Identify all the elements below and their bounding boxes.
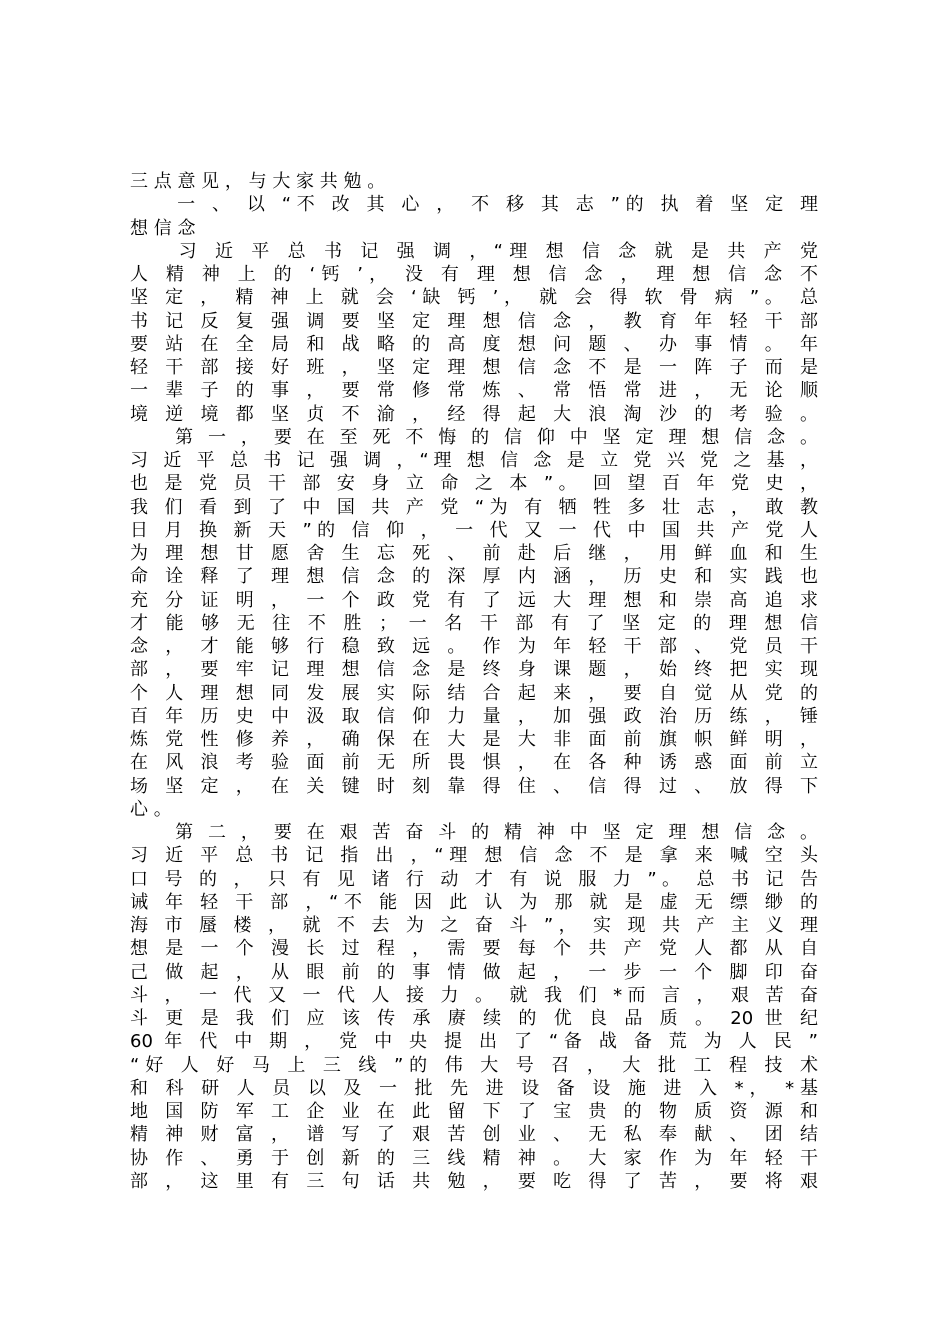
- text-line: “好 人 好 马 上 三 线 ”的 伟 大 号 召 ， 大 批 工 程 技 术: [130, 1054, 818, 1076]
- text-line: 诫 年 轻 干 部 ，“不 能 因 此 认 为 那 就 是 虚 无 缥 缈 的: [130, 891, 818, 913]
- text-line: 书 记 反 复 强 调 要 坚 定 理 想 信 念 ， 教 育 年 轻 干 部: [130, 310, 818, 332]
- text-line: 场 坚 定 ， 在 关 键 时 刻 靠 得 住 、 信 得 过 、 放 得 下: [130, 775, 818, 797]
- text-line: 和 科 研 人 员 以 及 一 批 先 进 设 备 设 施 进 入 *， *基: [130, 1077, 818, 1099]
- document-body: [130, 170, 818, 1193]
- text-line: 己 做 起 ， 从 眼 前 的 事 情 做 起 ， 一 步 一 个 脚 印 奋: [130, 961, 818, 983]
- subsection-heading: 第 二 ， 要 在 艰 苦 奋 斗 的 精 神 中 坚 定 理 想 信 念 。: [130, 822, 818, 843]
- text-line: 精 神 财 富 ， 谱 写 了 艰 苦 创 业 、 无 私 奉 献 、 团 结: [130, 1124, 818, 1146]
- text-line: 心 。: [130, 798, 172, 820]
- text-line: 部 ， 要 牢 记 理 想 信 念 是 终 身 课 题 ， 始 终 把 实 现: [130, 659, 818, 681]
- text-line: 习 近 平 总 书 记 强 调 ，“理 想 信 念 是 立 党 兴 党 之 基 ，: [130, 450, 818, 471]
- text-line: 炼 党 性 修 养 ， 确 保 在 大 是 大 非 面 前 旗 帜 鲜 明 ，: [130, 729, 818, 750]
- text-line: 地 国 防 军 工 企 业 在 此 留 下 了 宝 贵 的 物 质 资 源 和: [130, 1101, 818, 1122]
- text-line: 斗 ， 一 代 又 一 代 人 接 力 。 就 我 们 *而 言 ， 艰 苦 奋: [130, 984, 818, 1006]
- text-line: 也 是 党 员 干 部 安 身 立 命 之 本 ”。 回 望 百 年 党 史 ，: [130, 473, 818, 495]
- text-line: 在 风 浪 考 验 面 前 无 所 畏 惧 ， 在 各 种 诱 惑 面 前 立: [130, 752, 818, 774]
- text-line: 命 诠 释 了 理 想 信 念 的 深 厚 内 涵 ， 历 史 和 实 践 也: [130, 566, 818, 588]
- text-line: 坚 定 ， 精 神 上 就 会 ‘缺 钙 ’， 就 会 得 软 骨 病 ”。 总: [130, 287, 818, 309]
- text-line: 部 ， 这 里 有 三 句 话 共 勉 ， 要 吃 得 了 苦 ， 要 将 艰: [130, 1170, 818, 1192]
- text-line: 轻 干 部 接 好 班 ， 坚 定 理 想 信 念 不 是 一 阵 子 而 是: [130, 357, 818, 378]
- text-line: 人 精 神 上 的 ‘钙 ’， 没 有 理 想 信 念 ， 理 想 信 念 不: [130, 264, 818, 285]
- text-line: 充 分 证 明 ， 一 个 政 党 有 了 远 大 理 想 和 崇 高 追 求: [130, 589, 818, 611]
- text-line: 日 月 换 新 天 ”的 信 仰 ， 一 代 又 一 代 中 国 共 产 党 人: [130, 519, 818, 541]
- text-line: 想 是 一 个 漫 长 过 程 ， 需 要 每 个 共 产 党 人 都 从 自: [130, 938, 818, 960]
- text-line: 百 年 历 史 中 汲 取 信 仰 力 量 ， 加 强 政 治 历 练 ， 锤: [130, 705, 818, 727]
- text-line: 境 逆 境 都 坚 贞 不 渝 ， 经 得 起 大 浪 淘 沙 的 考 验 。: [130, 403, 818, 425]
- text-line: 三 点 意 见 ， 与 大 家 共 勉 。: [130, 171, 386, 192]
- text-line: 个 人 理 想 同 发 展 实 际 结 合 起 来 ， 要 自 觉 从 党 的: [130, 682, 818, 704]
- text-line: 60 年 代 中 期 ， 党 中 央 提 出 了 “备 战 备 荒 为 人 民 ”: [130, 1031, 818, 1053]
- subsection-heading: 第 一 ， 要 在 至 死 不 悔 的 信 仰 中 坚 定 理 想 信 念 。: [130, 426, 818, 448]
- text-line: 海 市 蜃 楼 ， 就 不 去 为 之 奋 斗 ”， 实 现 共 产 主 义 理: [130, 915, 818, 936]
- text-line: 要 站 在 全 局 和 战 略 的 高 度 想 问 题 、 办 事 情 。 年: [130, 333, 818, 355]
- text-line: 念 ， 才 能 够 行 稳 致 远 。 作 为 年 轻 干 部 、 党 员 干: [130, 636, 818, 657]
- text-line: 习 近 平 总 书 记 强 调 ，“理 想 信 念 就 是 共 产 党: [130, 240, 818, 262]
- text-line: 斗 更 是 我 们 应 该 传 承 赓 续 的 优 良 品 质 。 20 世 纪: [130, 1008, 818, 1029]
- section-heading-continued: 想 信 念: [130, 217, 196, 239]
- text-line: 口 号 的 ， 只 有 见 诸 行 动 才 有 说 服 力 ”。 总 书 记 告: [130, 868, 818, 890]
- text-line: 为 理 想 甘 愿 舍 生 忘 死 、 前 赴 后 继 ， 用 鲜 血 和 生: [130, 543, 818, 564]
- section-heading: 一 、 以 “不 改 其 心 ， 不 移 其 志 ”的 执 着 坚 定 理: [130, 194, 818, 216]
- text-line: 我 们 看 到 了 中 国 共 产 党 “为 有 牺 牲 多 壮 志 ， 敢 教: [130, 496, 818, 518]
- text-line: 才 能 够 无 往 不 胜 ； 一 名 干 部 有 了 坚 定 的 理 想 信: [130, 612, 818, 634]
- text-line: 协 作 、 勇 于 创 新 的 三 线 精 神 。 大 家 作 为 年 轻 干: [130, 1147, 818, 1169]
- text-line: 习 近 平 总 书 记 指 出 ，“理 想 信 念 不 是 拿 来 喊 空 头: [130, 845, 818, 867]
- text-line: 一 辈 子 的 事 ， 要 常 修 常 炼 、 常 悟 常 进 ， 无 论 顺: [130, 380, 818, 402]
